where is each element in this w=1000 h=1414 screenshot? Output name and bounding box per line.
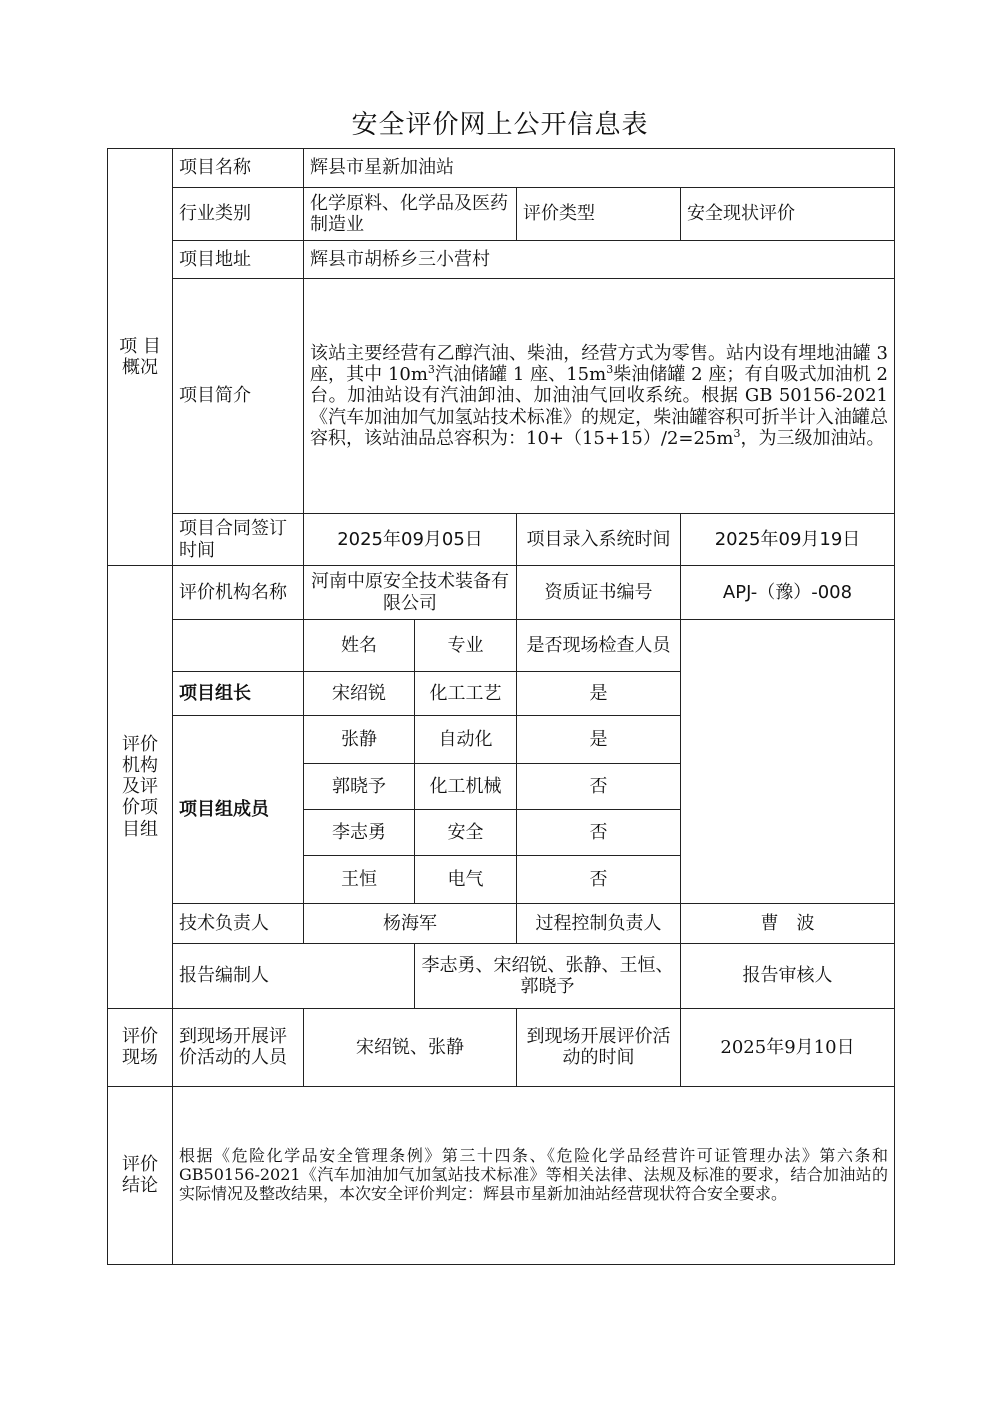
member-onsite: 是: [517, 716, 681, 764]
value-tech-lead: 杨海军: [304, 904, 517, 944]
label-cert: 资质证书编号: [517, 566, 681, 620]
member-onsite: 否: [517, 856, 681, 904]
leader-name: 宋绍锐: [304, 672, 415, 716]
intro-sup-2: 3: [606, 363, 614, 377]
section-label-agency: [108, 566, 173, 1009]
row-contract-time: [108, 514, 895, 566]
intro-text-1: 该站主要经营有乙醇汽油、柴油，经营方式为零售。站内设有埋地油罐 3 座，其中 10m: [310, 342, 888, 386]
label-contract-time: 项目合同签订时间: [173, 514, 304, 566]
member-onsite: 否: [517, 810, 681, 856]
label-org: 评价机构名称: [173, 566, 304, 620]
team-blank-column: [681, 620, 895, 904]
row-team-header: [108, 620, 895, 672]
value-project-name: 辉县市星新加油站: [304, 149, 895, 188]
row-conclusion: [108, 1086, 895, 1264]
value-industry: 化学原料、化学品及医药制造业: [304, 188, 517, 241]
label-address: 项目地址: [173, 241, 304, 279]
label-industry: 行业类别: [173, 188, 304, 241]
section-label-conclusion: [108, 1086, 173, 1264]
intro-text-2: 汽油储罐 1 座、15m: [434, 364, 607, 386]
value-intro: [304, 279, 895, 514]
value-eval-type: 安全现状评价: [681, 188, 895, 241]
member-major: 安全: [415, 810, 517, 856]
member-major: 电气: [415, 856, 517, 904]
label-eval-type: 评价类型: [517, 188, 681, 241]
member-name: 张静: [304, 716, 415, 764]
row-project-name: [108, 149, 895, 188]
member-onsite: 否: [517, 764, 681, 810]
section-label-site: [108, 1008, 173, 1086]
intro-text-4: ，为三级加油站。: [740, 427, 885, 449]
member-name: 郭晓予: [304, 764, 415, 810]
value-report-author: 李志勇、宋绍锐、张静、王恒、郭晓予: [415, 944, 681, 1009]
leader-onsite: 是: [517, 672, 681, 716]
row-tech-lead: [108, 904, 895, 944]
team-header-blank: [173, 620, 304, 672]
member-name: 王恒: [304, 856, 415, 904]
row-address: [108, 241, 895, 279]
label-reviewer: 报告审核人: [681, 944, 895, 1009]
label-report-author: 报告编制人: [173, 944, 415, 1009]
section-label-overview: [108, 149, 173, 566]
intro-sup-3: 3: [733, 426, 741, 440]
header-name: 姓名: [304, 620, 415, 672]
label-leader: 项目组长: [173, 672, 304, 716]
label-site-people: 到现场开展评价活动的人员: [173, 1008, 304, 1086]
value-org: 河南中原安全技术装备有限公司: [304, 566, 517, 620]
section-agency-text: 评价 机构 及评 价项 目组: [122, 733, 158, 840]
value-process-lead: 曹 波: [681, 904, 895, 944]
label-site-time: 到现场开展评价活动的时间: [517, 1008, 681, 1086]
member-major: 自动化: [415, 716, 517, 764]
value-cert: APJ-（豫）-008: [681, 566, 895, 620]
label-members: 项目组成员: [173, 716, 304, 904]
label-process-lead: 过程控制负责人: [517, 904, 681, 944]
intro-sup-1: 3: [427, 363, 435, 377]
leader-major: 化工工艺: [415, 672, 517, 716]
label-tech-lead: 技术负责人: [173, 904, 304, 944]
value-address: 辉县市胡桥乡三小营村: [304, 241, 895, 279]
section-site-text: 评价 现场: [122, 1025, 158, 1069]
row-site: [108, 1008, 895, 1086]
label-intro: 项目简介: [173, 279, 304, 514]
value-conclusion: 根据《危险化学品安全管理条例》第三十四条、《危险化学品经营许可证管理办法》第六条和 GB50156-2021《汽车加油加气加氢站技术标准》等相关法律、法规及标准的要求，结合加油站的实际情况及整改结果，本次安全评价判定：辉县市星新加油站经营现状符合安全要求。: [173, 1086, 895, 1264]
row-industry: [108, 188, 895, 241]
member-name: 李志勇: [304, 810, 415, 856]
member-major: 化工机械: [415, 764, 517, 810]
label-entry-time: 项目录入系统时间: [517, 514, 681, 566]
section-conclusion-text: 评价 结论: [122, 1153, 158, 1197]
value-entry-time: 2025年09月19日: [681, 514, 895, 566]
row-intro: [108, 279, 895, 514]
value-contract-time: 2025年09月05日: [304, 514, 517, 566]
page-title: 安全评价网上公开信息表: [351, 110, 649, 140]
value-site-people: 宋绍锐、张静: [304, 1008, 517, 1086]
row-report: [108, 944, 895, 1009]
header-major: 专业: [415, 620, 517, 672]
label-project-name: 项目名称: [173, 149, 304, 188]
intro-text-3: 柴油储罐 2 座；有自吸式加油机 2 台。加油站设有汽油卸油、加油油气回收系统。根据 GB 50156-2021《汽车加油加气加氢站技术标准》的规定，柴油罐容积可折半计入油罐总容积，该站油品总容积为：10+（15+15）/2=25m: [310, 364, 888, 449]
value-site-time: 2025年9月10日: [681, 1008, 895, 1086]
section-overview-text: 项 目 概况: [119, 335, 161, 378]
row-org: [108, 566, 895, 620]
info-table: [107, 148, 895, 1265]
header-onsite: 是否现场检查人员: [517, 620, 681, 672]
